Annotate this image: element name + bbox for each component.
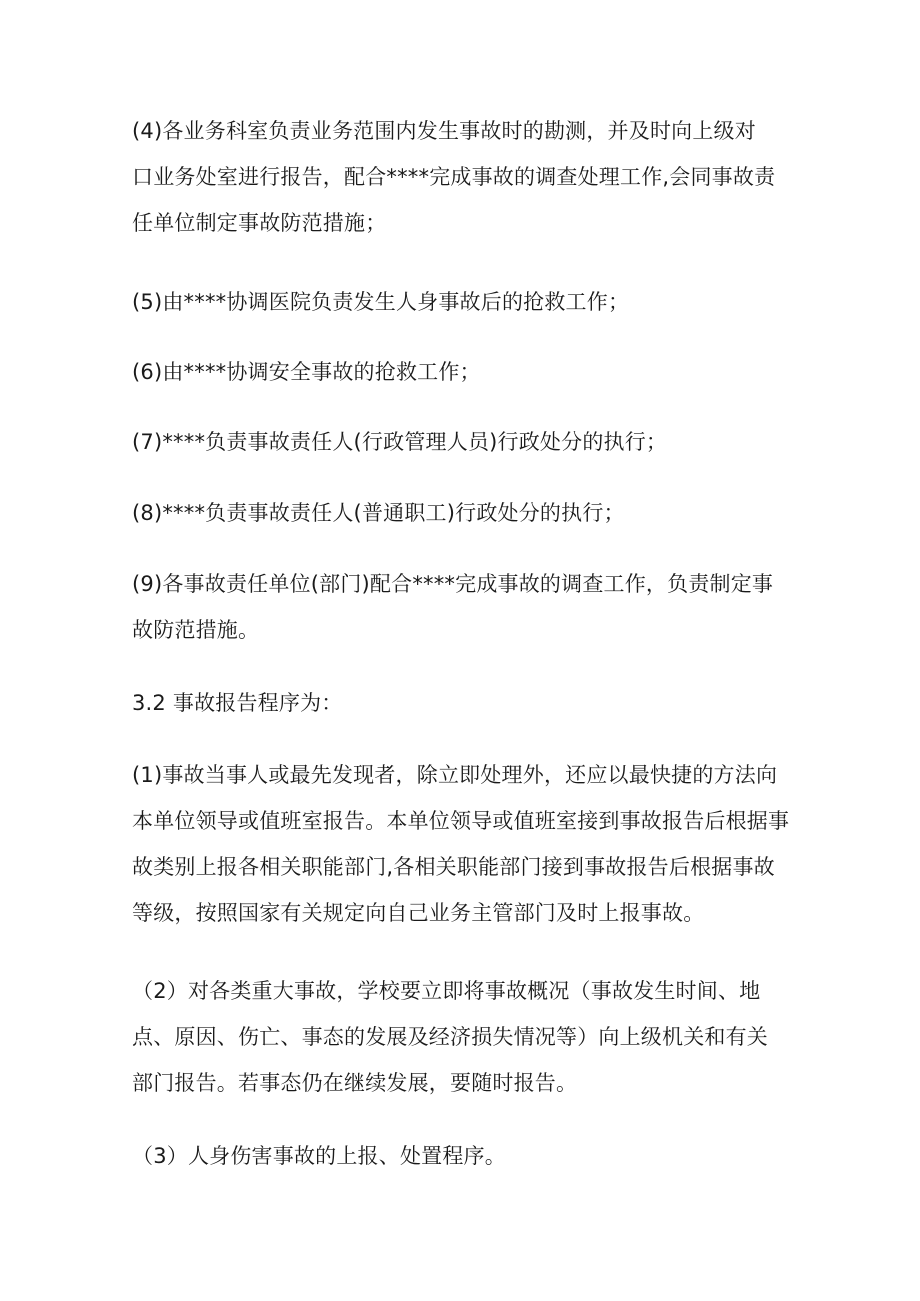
paragraph-item-4 [132,108,792,246]
text-line: 故防范措施。 [132,618,260,642]
paragraph-report-1 [132,752,792,936]
text-line: (7)****负责事故责任人(行政管理人员)行政处分的执行； [132,430,668,454]
paragraph-item-9 [132,561,792,653]
text-line: (4)各业务科室负责业务范围内发生事故时的勘测，并及时向上级对 [132,119,756,143]
paragraph-item-8 [132,490,792,536]
text-line: 故类别上报各相关职能部门,各相关职能部门接到事故报告后根据事故 [132,855,775,879]
text-line: 部门报告。若事态仍在继续发展，要随时报告。 [132,1071,578,1095]
text-line: （3）人身伤害事故的上报、处置程序。 [132,1144,506,1168]
paragraph-item-6 [132,349,792,395]
paragraph-report-3 [132,1133,792,1179]
paragraph-item-5 [132,279,792,325]
text-line: 口业务处室进行报告，配合****完成事故的调查处理工作,会同事故责 [132,165,776,189]
text-line: 本单位领导或值班室报告。本单位领导或值班室接到事故报告后根据事 [132,809,790,833]
text-line: (9)各事故责任单位(部门)配合****完成事故的调查工作，负责制定事 [132,572,774,596]
text-line: 任单位制定事故防范措施； [132,211,387,235]
text-line: 等级，按照国家有关规定向自己业务主管部门及时上报事故。 [132,901,705,925]
paragraph-report-2 [132,968,792,1106]
text-line: 点、原因、伤亡、事态的发展及经济损失情况等）向上级机关和有关 [132,1025,768,1049]
section-heading-3-2 [132,680,792,726]
paragraph-item-7 [132,419,792,465]
text-line: (6)由****协调安全事故的抢救工作； [132,360,481,384]
text-line: (5)由****协调医院负责发生人身事故后的抢救工作； [132,290,630,314]
text-line: （2）对各类重大事故，学校要立即将事故概况（事故发生时间、地 [132,979,761,1003]
text-line: (8)****负责事故责任人(普通职工)行政处分的执行； [132,501,625,525]
text-line: 3.2 事故报告程序为： [132,691,343,715]
text-line: (1)事故当事人或最先发现者，除立即处理外，还应以最快捷的方法向 [132,763,778,787]
